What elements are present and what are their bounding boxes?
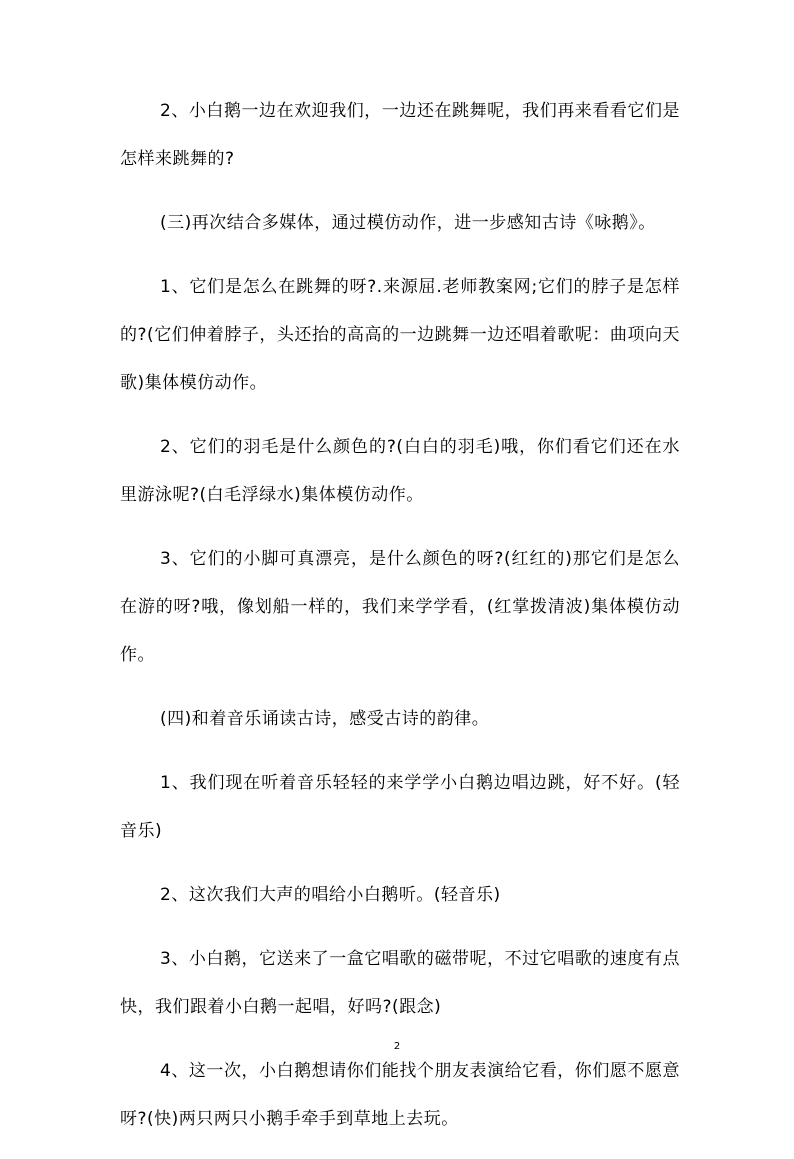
paragraph-music-1: 1、我们现在听着音乐轻轻的来学学小白鹅边唱边跳，好不好。(轻音乐) [120,773,680,841]
section-heading-four: (四)和着音乐诵读古诗，感受古诗的韵律。 [160,709,490,729]
paragraph-feathers: 2、它们的羽毛是什么颜色的?(白白的羽毛)哦，你们看它们还在水里游泳呢?(白毛浮绿水)集体模仿动作。 [120,437,680,505]
section-heading-three: (三)再次结合多媒体，通过模仿动作，进一步感知古诗《咏鹅》。 [160,213,656,233]
page-number: 2 [393,1041,401,1052]
paragraph-feet: 3、它们的小脚可真漂亮，是什么颜色的呀?(红红的)那它们是怎么在游的呀?哦，像划船一样的，我们来学学看，(红掌拨清波)集体模仿动作。 [120,549,680,665]
paragraph-music-2: 2、这次我们大声的唱给小白鹅听。(轻音乐) [160,885,501,905]
document-body [120,87,680,1159]
paragraph-music-3: 3、小白鹅，它送来了一盒它唱歌的磁带呢，不过它唱歌的速度有点快，我们跟着小白鹅一起唱，好吗?(跟念) [120,949,680,1017]
paragraph-music-4: 4、这一次，小白鹅想请你们能找个朋友表演给它看，你们愿不愿意呀?(快)两只两只小鹅手牵手到草地上去玩。 [120,1061,680,1129]
paragraph-neck: 1、它们是怎么在跳舞的呀?.来源屈.老师教案网;它们的脖子是怎样的?(它们伸着脖子，头还抬的高高的一边跳舞一边还唱着歌呢：曲项向天歌)集体模仿动作。 [120,277,680,393]
paragraph-welcome-dance: 2、小白鹅一边在欢迎我们，一边还在跳舞呢，我们再来看看它们是怎样来跳舞的? [120,101,680,169]
